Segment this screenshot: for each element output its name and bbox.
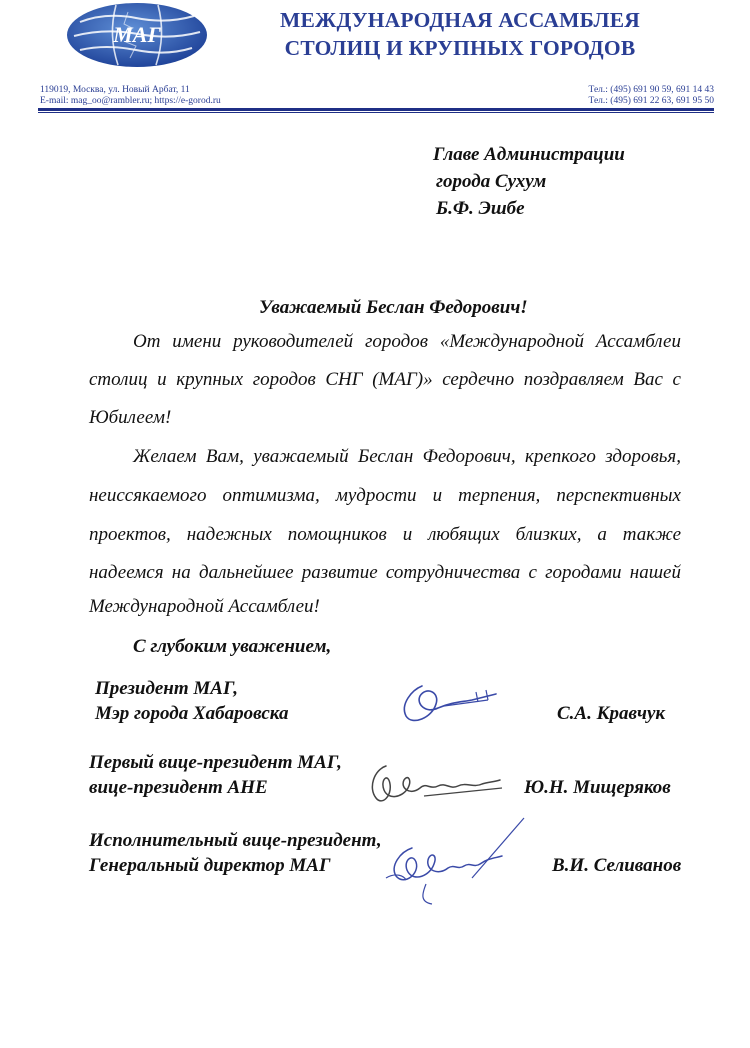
- header-divider-thin: [38, 112, 714, 113]
- recipient-line-2: города Сухум: [436, 171, 547, 192]
- paragraph-1-line-3: Юбилеем!: [89, 407, 172, 428]
- signatory-2-title-2: вице-президент АНЕ: [89, 777, 268, 798]
- svg-text:МАГ: МАГ: [113, 22, 161, 47]
- signature-1-image: [392, 672, 504, 728]
- signatory-3-title-1: Исполнительный вице-президент,: [89, 830, 382, 851]
- recipient-line-1: Главе Администрации: [433, 144, 625, 165]
- paragraph-2-line-5: Международной Ассамблеи!: [89, 596, 320, 617]
- signatory-1-title-1: Президент МАГ,: [95, 678, 238, 699]
- organization-address: 119019, Москва, ул. Новый Арбат, 11: [40, 85, 190, 95]
- signature-2-image: [364, 758, 504, 810]
- closing-phrase: С глубоким уважением,: [133, 636, 332, 657]
- header-divider: [38, 108, 714, 111]
- paragraph-2-line-1: Желаем Вам, уважаемый Беслан Федорович, крепкого здоровья,: [133, 446, 681, 467]
- signatory-3-title-2: Генеральный директор МАГ: [89, 855, 331, 876]
- paragraph-1-line-2: столиц и крупных городов СНГ (МАГ)» сердечно поздравляем Вас с: [89, 369, 681, 390]
- organization-logo: [66, 2, 208, 68]
- recipient-line-3: Б.Ф. Эшбе: [436, 198, 525, 219]
- organization-title-line-1: МЕЖДУНАРОДНАЯ АССАМБЛЕЯ: [279, 8, 640, 32]
- signature-3-image: [376, 814, 536, 910]
- paragraph-2-line-4: надеемся на дальнейшее развитие сотрудничества с городами нашей: [89, 562, 681, 583]
- organization-phone-1: Тел.: (495) 691 90 59, 691 14 43: [588, 85, 714, 95]
- organization-email: E-mail: mag_oo@rambler.ru; https://e-gorod.ru: [40, 96, 221, 106]
- signatory-1-title-2: Мэр города Хабаровска: [95, 703, 289, 724]
- paragraph-1-line-1: От имени руководителей городов «Международной Ассамблеи: [133, 331, 681, 352]
- organization-title-line-2: СТОЛИЦ И КРУПНЫХ ГОРОДОВ: [284, 36, 636, 60]
- signatory-2-title-1: Первый вице-президент МАГ,: [89, 752, 342, 773]
- paragraph-2-line-3: проектов, надежных помощников и любящих близких, а также: [89, 524, 681, 545]
- signatory-1-name: С.А. Кравчук: [557, 703, 666, 724]
- signatory-3-name: В.И. Селиванов: [552, 855, 682, 876]
- organization-phone-2: Тел.: (495) 691 22 63, 691 95 50: [588, 96, 714, 106]
- paragraph-2-line-2: неиссякаемого оптимизма, мудрости и терпения, перспективных: [89, 485, 681, 506]
- salutation: Уважаемый Беслан Федорович!: [259, 297, 528, 318]
- signatory-2-name: Ю.Н. Мищеряков: [524, 777, 671, 798]
